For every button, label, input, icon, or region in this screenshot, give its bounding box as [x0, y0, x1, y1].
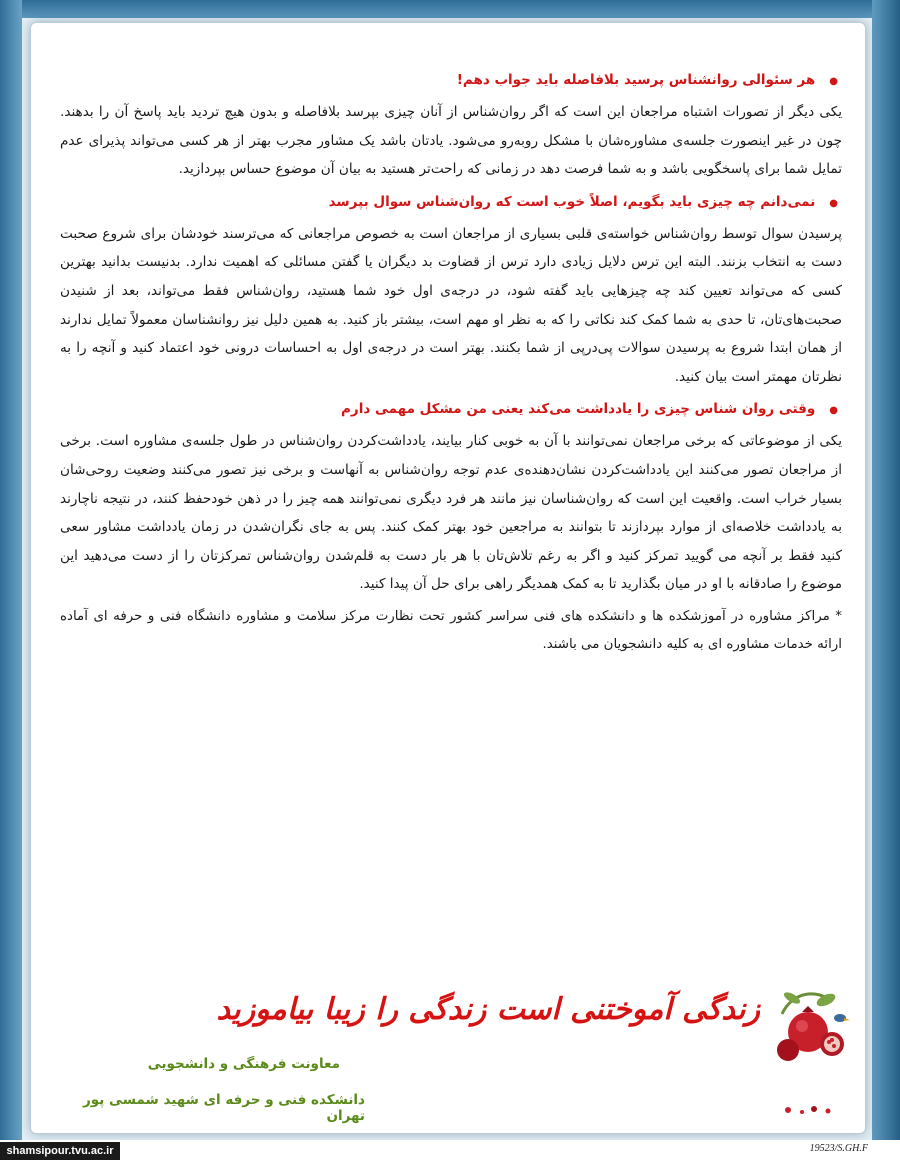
- section-1-heading-text: هر سئوالی روانشناس پرسید بلافاصله باید جواب دهم!: [456, 72, 816, 88]
- signature-college: دانشکده فنی و حرفه ای شهید شمسی پور تهران: [83, 1092, 365, 1124]
- document-content: [60, 66, 842, 663]
- bullet-icon: ●: [829, 76, 838, 87]
- section-2-heading-text: نمی‌دانم چه چیزی باید بگویم، اصلاً خوب است که روان‌شناس سوال بپرسد: [328, 193, 816, 210]
- section-2-body: پرسیدن سوال توسط روان‌شناس خواسته‌ی قلبی بسیاری از مراجعان است به خصوص مراجعانی که می‌ترسند خودشان برای شروع صحبت دست به انتخاب بزنند. البته این ترس دلایل زیادی دارد ترس از قضاوت بد دیگران یا گفتن مسائلی که اهمیت ندارد. بدنیست بدانید بهترین کسی که می‌تواند تعیین کند چه چیزهایی باید گفته شود، در درجه‌ی اول خود شما هستید، روان‌شناس فقط می‌تواند، بعد از شنیدن صحبت‌های‌تان، تا حدی به شما کمک کند نکاتی را که به نظر او مهم است، بیشتر باز کنید. به همین دلیل نیز روانشناسان معمولاً تمایل ندارند از همان ابتدا شروع به پرسیدن سوالات پی‌درپی از شما بکنند. بهتر است در درجه‌ی اول به احساسات درونی خود اعتماد کنید و آنچه را به نظرتان مهمتر است بیان کنید.: [60, 225, 842, 385]
- signature-office: معاونت فرهنگی و دانشجویی: [147, 1056, 340, 1072]
- section-3-heading: [60, 395, 842, 425]
- section-1-body: یکی دیگر از تصورات اشتباه مراجعان این است که اگر روان‌شناس از آنان چیزی بپرسد بلافاصله و بدون هیچ تردید باید پاسخ آن را بدهند. چون در غیر اینصورت جلسه‌ی مشاوره‌شان با مشکل روبه‌رو می‌شود. یادتان باشد یک مشاور مجرب بهتر از هر کسی می‌تواند پذیرای عدم تمایل شما برای پاسخگویی باشد و به شما فرصت دهد در زمانی که راحت‌تر هستید به بیان آن موضوع حساس بپردازید.: [60, 104, 842, 178]
- footer-bar: [0, 1140, 900, 1165]
- site-url-label[interactable]: shamsipour.tvu.ac.ir: [0, 1142, 120, 1160]
- bullet-icon: ●: [829, 405, 838, 417]
- section-2-heading: [60, 188, 842, 218]
- pomegranate-icon: [762, 984, 852, 1066]
- frame-top-border: [0, 0, 900, 18]
- counseling-note: * مراکز مشاوره در آموزشکده ها و دانشکده های فنی سراسر کشور تحت نظارت مرکز سلامت و مشاوره دانشگاه فنی و حرفه ای آماده ارائه خدمات مشاوره ای به کلیه دانشجویان می باشند.: [60, 608, 842, 652]
- petals-decoration: [780, 1104, 840, 1116]
- bullet-icon: ●: [829, 197, 838, 209]
- section-1-heading: [60, 66, 842, 96]
- frame-right-border: [872, 0, 900, 1140]
- slogan-text: زندگی آموختنی است زندگی را زیبا بیاموزید: [216, 992, 760, 1027]
- frame-left-border: [0, 0, 22, 1140]
- document-code: 19523/S.GH.F: [809, 1143, 868, 1154]
- section-3-heading-text: وقتی روان شناس چیزی را یادداشت می‌کند یعنی من مشکل مهمی دارم: [341, 401, 816, 418]
- section-3-body: یکی از موضوعاتی که برخی مراجعان نمی‌توانند با آن به خوبی کنار بیایند، یادداشت‌کردن روان‌شناس در طول جلسه‌ی مشاوره است. برخی از مراجعان تصور می‌کنند این یادداشت‌کردن نشان‌دهنده‌ی عدم توجه روان‌شناس به آنهاست و برخی نیز تصور می‌کنند وضعیت روحی‌شان بسیار خراب است. واقعیت این است که روان‌شناسان نیز مانند هر فرد دیگری نمی‌توانند همه چیز را در ذهن خودحفظ کنند، در نتیجه ناچارند به یادداشت خلاصه‌ای از موارد بپردازند تا بتوانند به مراجعین خود بهتر کمک کنند. پس به جای نگران‌شدن در زمان یادداشت مشاور سعی کنید فقط بر آنچه می گویید تمرکز کنید و اگر به رغم تلاش‌تان با هر بار دست به قلم‌شدن روان‌شناس تمرکزتان را از دست می‌دهید این موضوع را صادقانه با او در میان بگذارید تا به کمک همدیگر راهی برای حل آن پیدا کنید.: [60, 433, 842, 593]
